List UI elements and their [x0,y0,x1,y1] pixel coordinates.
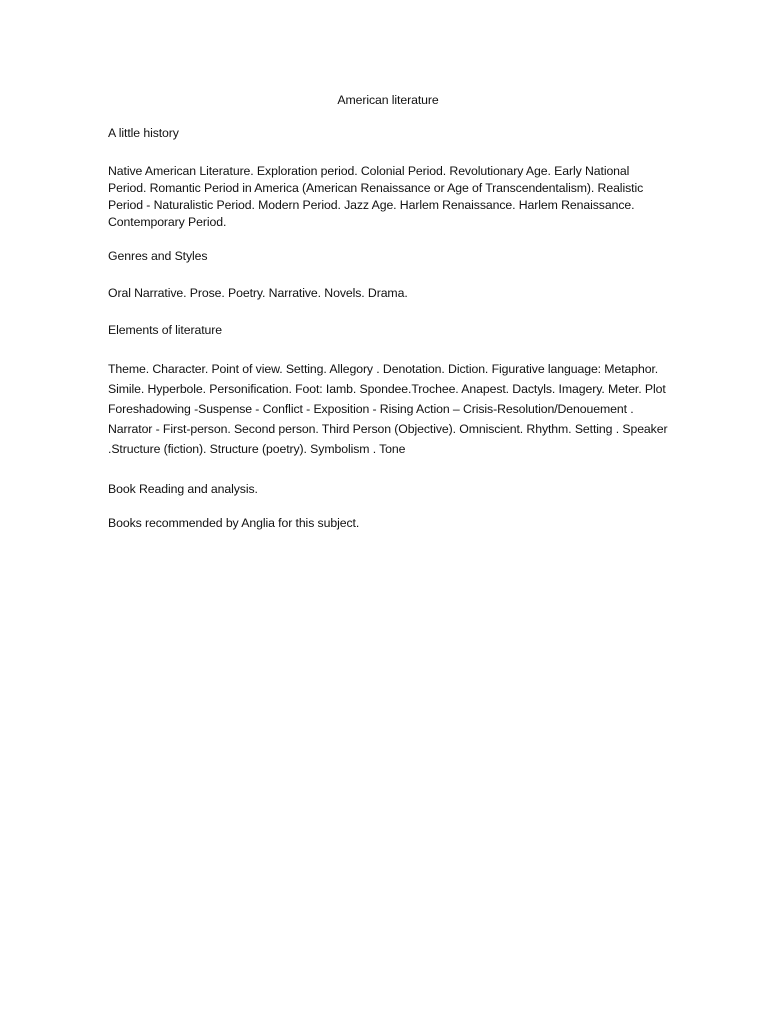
document-title: American literature [337,93,439,107]
book-reading-line: Book Reading and analysis. [108,482,258,496]
books-recommended-line: Books recommended by Anglia for this subject. [108,516,360,530]
section-body-history: Native American Literature. Exploration period. Colonial Period. Revolutionary Age. Early National Period. Romantic Period in America (American Renaissance or Age of Transcendentalism). Realistic Period - Naturalistic Period. Modern Period. Jazz Age. Harlem Renaissance. Harlem Renaissance. Contemporary Period. [108,164,644,229]
document-page [108,92,668,552]
section-heading-elements: Elements of literature [108,323,222,337]
section-heading-history: A little history [108,126,179,140]
section-body-elements: Theme. Character. Point of view. Setting. Allegory . Denotation. Diction. Figurative language: Metaphor. Simile. Hyperbole. Personification. Foot: Iamb. Spondee.Trochee. Anapest. Dactyls. Imagery. Meter. Plot Foreshadowing -Suspense - Conflict - Exposition - Rising Action – Crisis-Resolution/Denouement . Narrator - First-person. Second person. Third Person (Objective). Omniscient. Rhythm. Setting . Speaker .Structure (fiction). Structure (poetry). Symbolism . Tone [108,362,668,456]
section-body-genres: Oral Narrative. Prose. Poetry. Narrative. Novels. Drama. [108,286,408,300]
section-heading-genres: Genres and Styles [108,249,208,263]
